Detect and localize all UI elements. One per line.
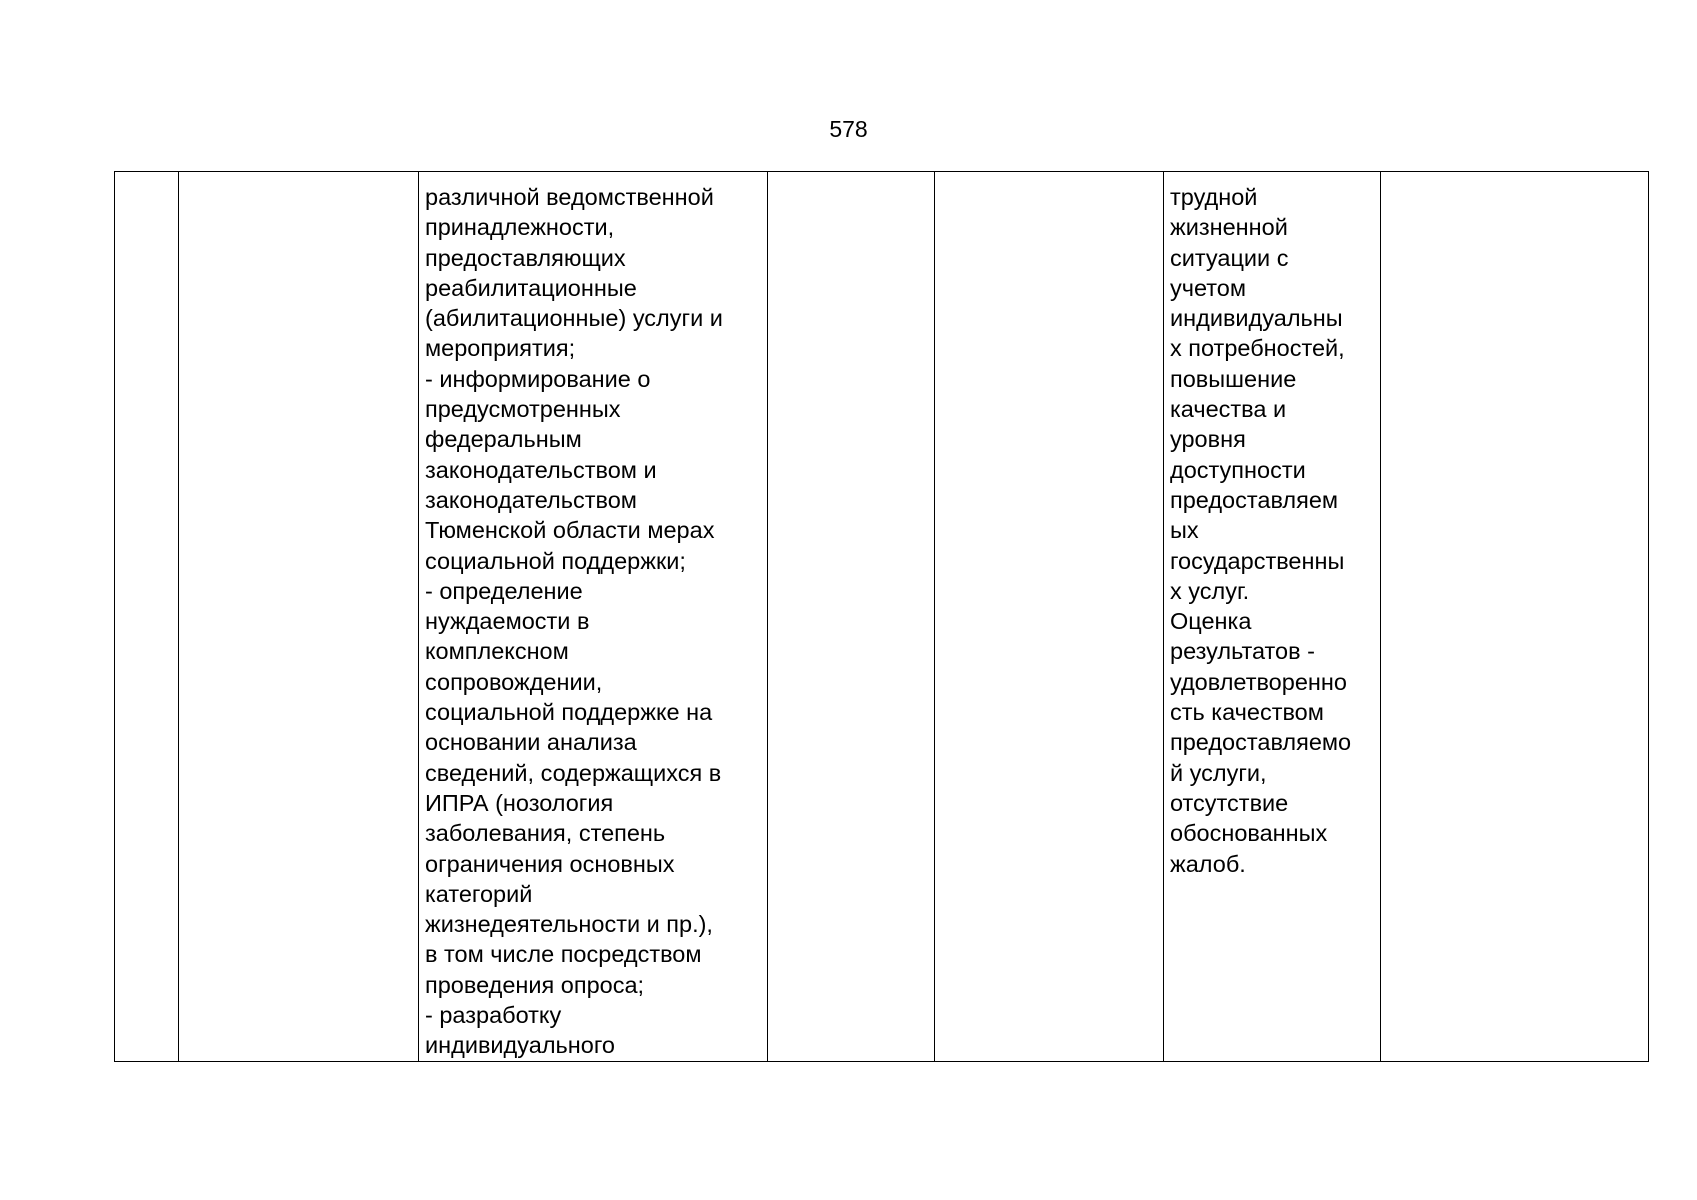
table-cell-empty-7 (1381, 172, 1649, 1062)
table-cell-empty-5 (935, 172, 1164, 1062)
table-cell-empty-4 (768, 172, 935, 1062)
table-cell-number (115, 172, 179, 1062)
table-cell-content: различной ведомственной принадлежности, предоставляющих реабилитационные (абилитационные) услуги и мероприятия; - информирование о предусмотренных федеральным законодательством и законодательством Тюменской области мерах социальной поддержки; - определение нуждаемости в комплексном сопровождении, социальной поддержке на основании анализа сведений, содержащихся в ИПРА (нозология заболевания, степень ограничения основных категорий жизнедеятельности и пр.), в том числе посредством проведения опроса; - разработку индивидуального (419, 172, 768, 1062)
table-row (115, 172, 1649, 1062)
table-cell-name (179, 172, 419, 1062)
document-table (114, 171, 1649, 1062)
table-cell-result: трудной жизненной ситуации с учетом индивидуальны х потребностей, повышение качества и уровня доступности предоставляем ых государственны х услуг. Оценка результатов - удовлетворенно сть качеством предоставляемо й услуги, отсутствие обоснованных жалоб. (1164, 172, 1381, 1062)
page-number: 578 (829, 116, 868, 142)
